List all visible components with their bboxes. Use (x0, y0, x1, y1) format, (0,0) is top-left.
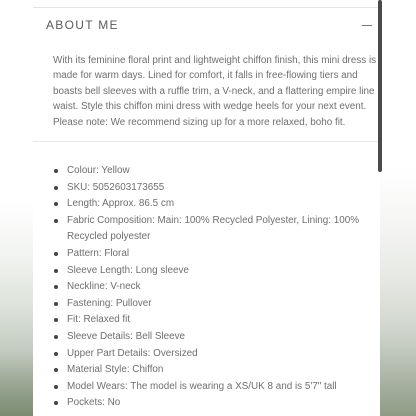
background-image-right (380, 0, 416, 416)
about-me-panel (33, 0, 380, 416)
top-divider (33, 7, 380, 8)
product-description: With its feminine floral print and lightweight chiffon finish, this mini dress is made for warm days. Lined for comfort, it falls in free-flowing tiers and boasts bell sleeves with a ruffle trim, a V-neck, and a flattering empire line waist. Style this chiffon mini dress with wedge heels for your next event. Please note: We recommend sizing up for a more relaxed, boho fit. (53, 54, 377, 128)
about-me-accordion-header[interactable] (46, 16, 372, 36)
background-image-left (0, 0, 33, 416)
spec-sleeve-length: Sleeve Length: Long sleeve (53, 263, 378, 280)
spec-fastening: Fastening: Pullover (53, 296, 378, 313)
section-heading: ABOUT ME (46, 18, 119, 32)
spec-model-wears: Model Wears: The model is wearing a XS/UK 8 and is 5'7" tall (53, 379, 378, 396)
scrollbar-thumb[interactable] (378, 0, 382, 172)
spec-length: Length: Approx. 86.5 cm (53, 196, 378, 213)
spec-sleeve-details: Sleeve Details: Bell Sleeve (53, 329, 378, 346)
spec-upper-part-details: Upper Part Details: Oversized (53, 346, 378, 363)
spec-sku: SKU: 5052603173655 (53, 180, 378, 197)
spec-colour: Colour: Yellow (53, 163, 378, 180)
spec-fit: Fit: Relaxed fit (53, 312, 378, 329)
spec-fabric-composition: Fabric Composition: Main: 100% Recycled Polyester, Lining: 100% Recycled polyester (53, 213, 378, 246)
section-divider (33, 141, 380, 142)
spec-pockets: Pockets: No (53, 395, 378, 412)
spec-pattern: Pattern: Floral (53, 246, 378, 263)
spec-material-style: Material Style: Chiffon (53, 362, 378, 379)
minus-icon[interactable] (362, 25, 372, 26)
product-specs-list (53, 163, 378, 412)
spec-neckline: Neckline: V-neck (53, 279, 378, 296)
